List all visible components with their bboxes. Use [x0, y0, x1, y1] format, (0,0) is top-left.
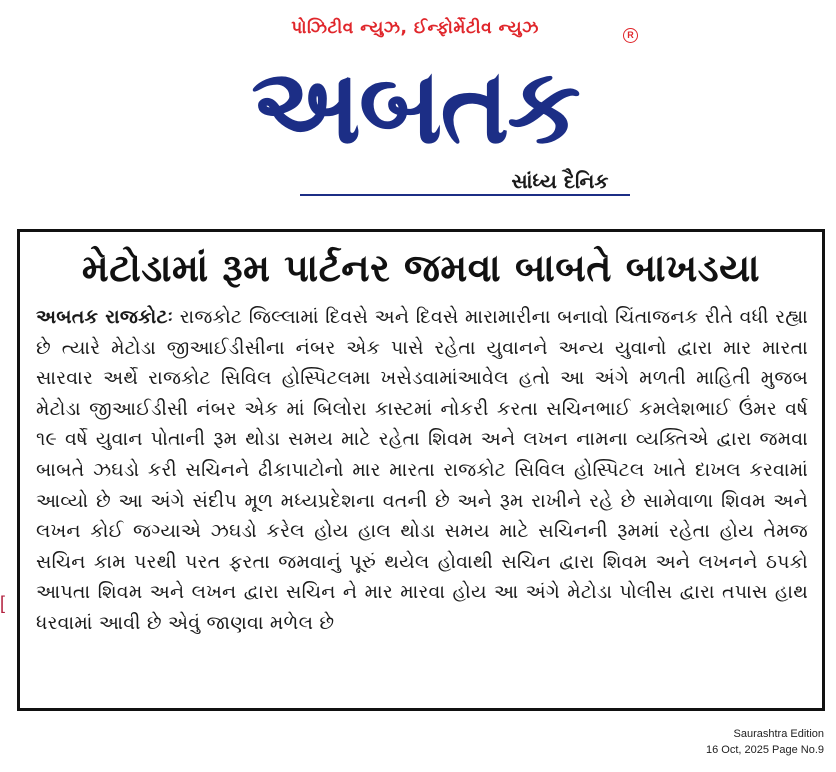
article-headline: મેટોડામાં રૂમ પાર્ટનર જમવા બાબતે બાખડયા [81, 246, 761, 290]
edge-bracket-mark: [ [0, 593, 6, 613]
tagline: પોઝિટીવ ન્યુઝ, ઈન્ફોર્મેટીવ ન્યુઝ [291, 18, 539, 38]
article-text: રાજકોટ જિલ્લામાં દિવસે અને દિવસે મારામારીના બનાવો ચિંતાજનક રીતે વધી રહ્યા છે ત્યારે મેટોડા જીઆઈડીસીના નંબર એક પાસે રહેતા યુવાનને અન્ય યુવાનો દ્વારા માર મારતા સારવાર અર્થે રાજકોટ સિવિલ હોસ્પિટલમા ખસેડવામાંઆવેલ હતો આ અંગે મળતી માહિતી મુજબ મેટોડા જીઆઈડીસી નંબર એક માં બિલોરા કાસ્ટમાં નોકરી કરતા સચિનભાઈ કમલેશભાઈ ઉંમર વર્ષ ૧૯ વર્ષે યુવાન પોતાની રૂમ થોડા સમય માટે રહેતા શિવમ અને લખન નામના વ્યક્તિએ દ્વારા જમવા બાબતે ઝઘડો કરી સચિનને ઢીકાપાટોનો માર મારતા રાજકોટ સિવિલ હોસ્પિટલ ખાતે દાખલ કરવામાં આવ્યો છે આ અંગે સંદીપ મૂળ મધ્યપ્રદેશના વતની છે અને રૂમ રાખીને રહે છે સામેવાળા શિવમ અને લખન કોઈ જગ્યાએ ઝઘડો કરેલ હોય હાલ થોડા સમય માટે સચિનની રૂમમાં રહેતા હોય તેમજ સચિન કામ પરથી પરત ફરતા જમવાનું પૂરું થયેલ હોવાથી સચિન દ્વારા શિવમ અને લખનને ઠપકો આપતા શિવમ અને લખન દ્વારા સચિન ને માર મારવા હોય આ અંગે મેટોડા પોલીસ દ્વારા તપાસ હાથ ધરવામાં આવી છે એવું જાણવા મળેલ છે [36, 306, 808, 634]
article-body [36, 302, 808, 639]
brand-underline [300, 194, 630, 196]
masthead [195, 18, 640, 208]
edition-label: Saurashtra Edition [733, 728, 824, 740]
article-box [17, 229, 825, 711]
edition-type: સાંધ્ય દૈનિક [511, 169, 609, 193]
date-page-label: 16 Oct, 2025 Page No.9 [705, 744, 824, 756]
page-footer [706, 726, 824, 758]
article-dateline: અબતક રાજકોટઃ [36, 306, 174, 328]
brand-logo: અબતક [251, 45, 579, 167]
registered-trademark-icon: R [623, 28, 638, 43]
